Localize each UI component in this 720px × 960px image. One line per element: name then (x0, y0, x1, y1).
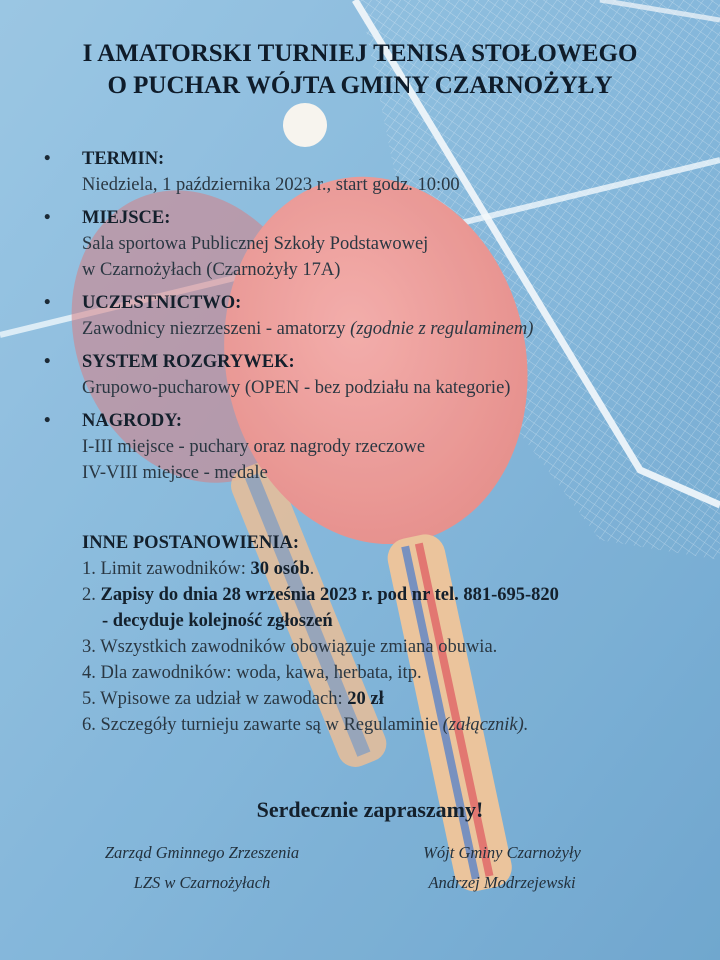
provision-item (82, 556, 692, 582)
provision-item (82, 686, 692, 712)
provision-bold: 30 osób (250, 559, 310, 579)
provisions-list (82, 556, 692, 738)
section-miejsce (44, 205, 694, 283)
bullet: • (44, 411, 51, 431)
section-termin (44, 146, 694, 198)
section-heading: TERMIN: (82, 149, 165, 169)
provision-italic: (załącznik). (442, 715, 529, 735)
signature-line: Andrzej Modrzejewski (428, 873, 576, 892)
bullet: • (44, 293, 51, 313)
signature-line: LZS w Czarnożyłach (133, 873, 271, 892)
bullet: • (44, 208, 51, 228)
section-line: IV-VIII miejsce - medale (82, 463, 268, 483)
section-line-italic: (zgodnie z regulaminem) (350, 319, 534, 339)
signature-line: Wójt Gminy Czarnożyły (423, 843, 581, 862)
section-line: I-III miejsce - puchary oraz nagrody rzeczowe (82, 437, 426, 457)
title-line-1: I AMATORSKI TURNIEJ TENISA STOŁOWEGO (82, 40, 638, 67)
section-heading: NAGRODY: (82, 411, 183, 431)
bullet: • (44, 149, 51, 169)
section-line: Niedziela, 1 października 2023 r., start godz. 10:00 (82, 175, 460, 195)
page-title (0, 38, 720, 102)
provision-item: 3. Wszystkich zawodników obowiązuje zmiana obuwia. (82, 637, 498, 657)
section-heading: SYSTEM ROZGRYWEK: (82, 352, 295, 372)
section-line (82, 316, 694, 342)
other-provisions (82, 530, 692, 738)
section-heading: MIEJSCE: (82, 208, 171, 228)
provision-continuation: - decyduje kolejność zgłoszeń (102, 611, 333, 631)
bullet: • (44, 352, 51, 372)
section-line: Grupowo-pucharowy (OPEN - bez podziału na kategorie) (82, 378, 511, 398)
section-line: w Czarnożyłach (Czarnożyły 17A) (82, 260, 341, 280)
provision-text: 2. (82, 585, 101, 605)
provision-text: 6. Szczegóły turnieju zawarte są w Regulaminie (82, 715, 443, 735)
section-line-plain: Zawodnicy niezrzeszeni - amatorzy (82, 319, 351, 339)
provision-bold: Zapisy do dnia 28 września 2023 r. pod nr tel. 881-695-820 (100, 585, 559, 605)
provision-item (82, 712, 692, 738)
section-uczestnictwo (44, 290, 694, 342)
section-nagrody (44, 408, 694, 486)
section-line: Sala sportowa Publicznej Szkoły Podstawowej (82, 234, 429, 254)
invitation-text: Serdecznie zapraszamy! (256, 797, 484, 822)
title-line-2: O PUCHAR WÓJTA GMINY CZARNOŻYŁY (107, 72, 613, 99)
provision-text: 5. Wpisowe za udział w zawodach: (82, 689, 348, 709)
provision-item: 4. Dla zawodników: woda, kawa, herbata, itp. (82, 663, 422, 683)
section-heading: UCZESTNICTWO: (82, 293, 242, 313)
section-system (44, 349, 694, 401)
signature-right (382, 838, 622, 898)
provision-text: . (309, 559, 315, 579)
signature-left (82, 838, 322, 898)
provision-text: 1. Limit zawodników: (82, 559, 251, 579)
info-sections (44, 146, 694, 493)
signature-line: Zarząd Gminnego Zrzeszenia (104, 843, 300, 862)
other-heading: INNE POSTANOWIENIA: (82, 533, 300, 553)
provision-item (82, 582, 692, 634)
provision-bold: 20 zł (347, 689, 384, 709)
